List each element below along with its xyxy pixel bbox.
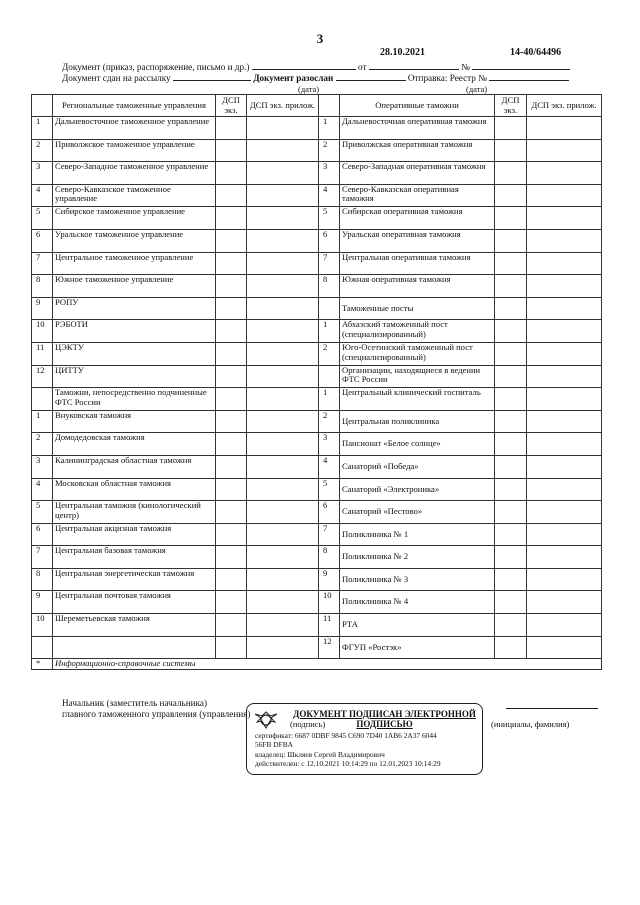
right-dsp-ekz: [495, 229, 527, 252]
left-number: 6: [32, 229, 53, 252]
right-number: 6: [319, 229, 340, 252]
left-number: 12: [32, 365, 53, 388]
right-name: Приволжская оперативная таможня: [340, 139, 495, 162]
left-name: Центральная акцизная таможня: [53, 523, 216, 546]
right-dsp-ekz: [495, 614, 527, 637]
table-row: [32, 342, 602, 365]
left-name: Северо-Кавказское таможенное управление: [53, 184, 216, 207]
right-number: 2: [319, 139, 340, 162]
left-name: Северо-Западное таможенное управление: [53, 162, 216, 185]
eagle-emblem-icon: [252, 708, 280, 732]
right-number: 4: [319, 184, 340, 207]
right-dsp-pril: [527, 478, 602, 501]
left-name: ЦЭКТУ: [53, 342, 216, 365]
stamp-title-line-1: ДОКУМЕНТ ПОДПИСАН ЭЛЕКТРОННОЙ: [293, 709, 476, 719]
left-dsp-pril: [247, 501, 319, 524]
left-number: 3: [32, 162, 53, 185]
right-dsp-ekz: [495, 365, 527, 388]
right-dsp-ekz: [495, 275, 527, 298]
right-dsp-pril: [527, 591, 602, 614]
left-name: Калининградская областная таможня: [53, 455, 216, 478]
left-name: РЭБОТИ: [53, 320, 216, 343]
right-dsp-pril: [527, 501, 602, 524]
table-row: [32, 275, 602, 298]
left-dsp-pril: [247, 568, 319, 591]
left-dsp-ekz: [216, 636, 247, 659]
right-number: 12: [319, 636, 340, 659]
right-name: ФГУП «Ростэк»: [340, 636, 495, 659]
right-name: Северо-Западная оперативная таможня: [340, 162, 495, 185]
right-name: Южная оперативная таможня: [340, 275, 495, 298]
left-dsp-pril: [247, 614, 319, 637]
right-dsp-ekz: [495, 184, 527, 207]
left-name: Южное таможенное управление: [53, 275, 216, 298]
right-name: Абхазский таможенный пост (специализированный): [340, 320, 495, 343]
left-dsp-pril: [247, 162, 319, 185]
table-row: [32, 139, 602, 162]
right-number: 3: [319, 433, 340, 456]
left-name: Приволжское таможенное управление: [53, 139, 216, 162]
right-dsp-pril: [527, 614, 602, 637]
right-number: 1: [319, 320, 340, 343]
table-row: [32, 252, 602, 275]
left-dsp-ekz: [216, 388, 247, 411]
right-dsp-ekz: [495, 162, 527, 185]
table-row: [32, 297, 602, 320]
right-name: Санаторий «Победа»: [340, 455, 495, 478]
right-dsp-pril: [527, 117, 602, 140]
right-number: 2: [319, 410, 340, 433]
right-dsp-ekz: [495, 591, 527, 614]
stamp-certificate-2: 56FB DFBA: [255, 740, 293, 749]
right-dsp-ekz: [495, 636, 527, 659]
right-dsp-ekz: [495, 342, 527, 365]
label-otpravka: Отправка: Реестр №: [407, 73, 487, 83]
document-number: 14-40/64496: [510, 47, 562, 58]
initials-line: [506, 708, 598, 709]
left-dsp-pril: [247, 184, 319, 207]
label-ot: от: [358, 62, 367, 72]
left-number: 5: [32, 501, 53, 524]
right-name: РТА: [340, 614, 495, 637]
left-number: 3: [32, 455, 53, 478]
left-dsp-pril: [247, 252, 319, 275]
right-name: Центральный клинический госпиталь: [340, 388, 495, 411]
left-dsp-pril: [247, 410, 319, 433]
header-line-document: [62, 61, 570, 72]
table-row: [32, 229, 602, 252]
left-name: Таможни, непосредственно подчиненные ФТС России: [53, 388, 216, 411]
left-name: Московская областная таможня: [53, 478, 216, 501]
left-dsp-pril: [247, 388, 319, 411]
table-row: [32, 636, 602, 659]
left-dsp-pril: [247, 275, 319, 298]
stamp-validity: действителен: с 12.10.2021 10:14:29 по 12.01.2023 10:14:29: [255, 759, 441, 768]
left-dsp-pril: [247, 297, 319, 320]
right-name: Организации, находящиеся в ведении ФТС России: [340, 365, 495, 388]
table-row: [32, 320, 602, 343]
table-row: [32, 478, 602, 501]
table-footer-row: [32, 659, 602, 670]
right-number: 1: [319, 117, 340, 140]
right-dsp-ekz: [495, 320, 527, 343]
left-dsp-ekz: [216, 320, 247, 343]
right-dsp-ekz: [495, 139, 527, 162]
table-row: [32, 365, 602, 388]
right-number: 8: [319, 275, 340, 298]
right-dsp-pril: [527, 433, 602, 456]
left-name: Центральная таможня (кинологический центр): [53, 501, 216, 524]
right-dsp-pril: [527, 320, 602, 343]
signer-line-1: Начальник (заместитель начальника): [62, 698, 208, 708]
stamp-certificate: сертификат: 6687 0DBF 9845 C690 7D40 1AB6 2A37 6044: [255, 731, 437, 740]
header-dsp-ekz-2: ДСП экз.: [495, 95, 527, 117]
stamp-owner: владелец: Шкляев Сергей Владимирович: [255, 750, 385, 759]
table-header-row: [32, 95, 602, 117]
left-dsp-ekz: [216, 162, 247, 185]
signer-line-2: главного таможенного управления (управления): [62, 709, 251, 719]
left-number: [32, 388, 53, 411]
left-number: 11: [32, 342, 53, 365]
left-dsp-ekz: [216, 117, 247, 140]
right-name: Поликлиника № 1: [340, 523, 495, 546]
left-number: [32, 636, 53, 659]
signer-position: [62, 698, 250, 720]
table-row: [32, 117, 602, 140]
sub-date-2: (дата): [466, 84, 488, 94]
right-dsp-pril: [527, 184, 602, 207]
right-dsp-ekz: [495, 523, 527, 546]
right-number: 11: [319, 614, 340, 637]
right-dsp-ekz: [495, 501, 527, 524]
right-dsp-ekz: [495, 252, 527, 275]
right-name: Сибирская оперативная таможня: [340, 207, 495, 230]
left-dsp-ekz: [216, 614, 247, 637]
right-dsp-ekz: [495, 117, 527, 140]
right-dsp-ekz: [495, 546, 527, 569]
right-number: 3: [319, 162, 340, 185]
label-no: №: [461, 62, 470, 72]
left-dsp-ekz: [216, 433, 247, 456]
sub-date-1: (дата): [298, 84, 320, 94]
left-dsp-ekz: [216, 184, 247, 207]
left-dsp-pril: [247, 546, 319, 569]
left-dsp-pril: [247, 523, 319, 546]
left-number: 10: [32, 320, 53, 343]
left-dsp-ekz: [216, 478, 247, 501]
left-dsp-pril: [247, 365, 319, 388]
left-name: [53, 636, 216, 659]
left-name: РОПУ: [53, 297, 216, 320]
left-name: Шереметьевская таможня: [53, 614, 216, 637]
right-name: Санаторий «Электроника»: [340, 478, 495, 501]
right-dsp-pril: [527, 162, 602, 185]
left-dsp-ekz: [216, 546, 247, 569]
left-dsp-ekz: [216, 523, 247, 546]
right-dsp-pril: [527, 365, 602, 388]
left-number: 8: [32, 568, 53, 591]
table-row: [32, 184, 602, 207]
right-dsp-pril: [527, 410, 602, 433]
left-number: 7: [32, 546, 53, 569]
right-dsp-pril: [527, 252, 602, 275]
right-name: Санаторий «Пестово»: [340, 501, 495, 524]
left-number: 1: [32, 117, 53, 140]
right-number: [319, 297, 340, 320]
left-dsp-pril: [247, 455, 319, 478]
left-number: 10: [32, 614, 53, 637]
left-dsp-ekz: [216, 139, 247, 162]
left-dsp-pril: [247, 320, 319, 343]
left-number: 9: [32, 297, 53, 320]
left-dsp-pril: [247, 342, 319, 365]
left-number: 2: [32, 139, 53, 162]
left-dsp-pril: [247, 117, 319, 140]
right-name: Поликлиника № 4: [340, 591, 495, 614]
footer-mark: *: [32, 659, 53, 670]
right-name: Центральная поликлиника: [340, 410, 495, 433]
right-dsp-pril: [527, 342, 602, 365]
right-name: Юго-Осетинский таможенный пост (специализированный): [340, 342, 495, 365]
left-dsp-ekz: [216, 591, 247, 614]
right-dsp-pril: [527, 636, 602, 659]
left-name: Центральное таможенное управление: [53, 252, 216, 275]
left-number: 7: [32, 252, 53, 275]
left-name: Внуковская таможня: [53, 410, 216, 433]
left-dsp-pril: [247, 433, 319, 456]
right-name: Пансионат «Белое солнце»: [340, 433, 495, 456]
left-number: 4: [32, 478, 53, 501]
left-dsp-ekz: [216, 207, 247, 230]
page-number: 3: [316, 31, 324, 46]
table-row: [32, 614, 602, 637]
left-dsp-pril: [247, 478, 319, 501]
right-name: Поликлиника № 3: [340, 568, 495, 591]
left-dsp-pril: [247, 207, 319, 230]
left-dsp-ekz: [216, 410, 247, 433]
right-number: 9: [319, 568, 340, 591]
right-number: 5: [319, 207, 340, 230]
right-dsp-pril: [527, 229, 602, 252]
document-date: 28.10.2021: [380, 47, 425, 58]
right-number: 1: [319, 388, 340, 411]
right-dsp-ekz: [495, 455, 527, 478]
left-dsp-ekz: [216, 229, 247, 252]
header-dsp-ekz: ДСП экз.: [216, 95, 247, 117]
left-dsp-ekz: [216, 252, 247, 275]
electronic-signature-stamp: [246, 703, 483, 775]
left-name: Центральная энергетическая таможня: [53, 568, 216, 591]
table-row: [32, 591, 602, 614]
header-dsp-pril: ДСП экз. прилож.: [247, 95, 319, 117]
header-line-dispatch: [62, 72, 569, 83]
right-dsp-pril: [527, 297, 602, 320]
right-dsp-ekz: [495, 433, 527, 456]
table-row: [32, 568, 602, 591]
right-number: 7: [319, 252, 340, 275]
podpis-label: (подпись): [290, 719, 326, 729]
right-name: Северо-Кавказская оперативная таможня: [340, 184, 495, 207]
left-number: 9: [32, 591, 53, 614]
right-dsp-ekz: [495, 388, 527, 411]
footer-text: Информационно-справочные системы: [53, 659, 602, 670]
table-row: [32, 546, 602, 569]
left-name: ЦИТТУ: [53, 365, 216, 388]
left-dsp-ekz: [216, 568, 247, 591]
left-name: Домодедовская таможня: [53, 433, 216, 456]
left-dsp-pril: [247, 229, 319, 252]
left-dsp-pril: [247, 591, 319, 614]
table-row: [32, 410, 602, 433]
right-dsp-pril: [527, 139, 602, 162]
left-number: 5: [32, 207, 53, 230]
table-row: [32, 433, 602, 456]
header-regional: Региональные таможенные управления: [53, 95, 216, 117]
right-dsp-pril: [527, 455, 602, 478]
header-dsp-pril-2: ДСП экз. прилож.: [527, 95, 602, 117]
label-sdan: Документ сдан на рассылку: [62, 73, 171, 83]
right-dsp-pril: [527, 388, 602, 411]
right-name: Дальневосточная оперативная таможня: [340, 117, 495, 140]
header-operative: Оперативные таможни: [340, 95, 495, 117]
left-number: 4: [32, 184, 53, 207]
left-number: 6: [32, 523, 53, 546]
right-dsp-pril: [527, 207, 602, 230]
table-row: [32, 388, 602, 411]
right-name: Центральная оперативная таможня: [340, 252, 495, 275]
table-row: [32, 523, 602, 546]
right-number: 2: [319, 342, 340, 365]
right-name: Поликлиника № 2: [340, 546, 495, 569]
right-name: Уральская оперативная таможня: [340, 229, 495, 252]
right-number: 4: [319, 455, 340, 478]
right-dsp-ekz: [495, 478, 527, 501]
left-number: 2: [32, 433, 53, 456]
left-dsp-ekz: [216, 275, 247, 298]
right-name: Таможенные посты: [340, 297, 495, 320]
table-row: [32, 455, 602, 478]
right-dsp-ekz: [495, 568, 527, 591]
right-number: 8: [319, 546, 340, 569]
left-name: Уральское таможенное управление: [53, 229, 216, 252]
left-name: Центральная почтовая таможня: [53, 591, 216, 614]
table-row: [32, 501, 602, 524]
left-name: Центральная базовая таможня: [53, 546, 216, 569]
left-dsp-ekz: [216, 501, 247, 524]
right-number: 10: [319, 591, 340, 614]
right-number: 5: [319, 478, 340, 501]
initials-label: (инициалы, фамилия): [491, 719, 570, 729]
table-row: [32, 207, 602, 230]
right-number: [319, 365, 340, 388]
left-name: Дальневосточное таможенное управление: [53, 117, 216, 140]
right-number: 7: [319, 523, 340, 546]
right-dsp-ekz: [495, 410, 527, 433]
left-number: 1: [32, 410, 53, 433]
right-number: 6: [319, 501, 340, 524]
left-dsp-ekz: [216, 455, 247, 478]
right-dsp-pril: [527, 275, 602, 298]
label-document: Документ (приказ, распоряжение, письмо и др.): [62, 62, 250, 72]
left-dsp-ekz: [216, 297, 247, 320]
left-dsp-pril: [247, 139, 319, 162]
right-dsp-ekz: [495, 207, 527, 230]
right-dsp-pril: [527, 546, 602, 569]
left-dsp-ekz: [216, 365, 247, 388]
distribution-table: [31, 94, 602, 670]
left-dsp-pril: [247, 636, 319, 659]
left-name: Сибирское таможенное управление: [53, 207, 216, 230]
left-dsp-ekz: [216, 342, 247, 365]
right-dsp-ekz: [495, 297, 527, 320]
label-razoslan: Документ разослан: [253, 73, 334, 83]
table-row: [32, 162, 602, 185]
left-number: 8: [32, 275, 53, 298]
right-dsp-pril: [527, 523, 602, 546]
right-dsp-pril: [527, 568, 602, 591]
stamp-title-line-2: ПОДПИСЬЮ: [356, 719, 413, 729]
